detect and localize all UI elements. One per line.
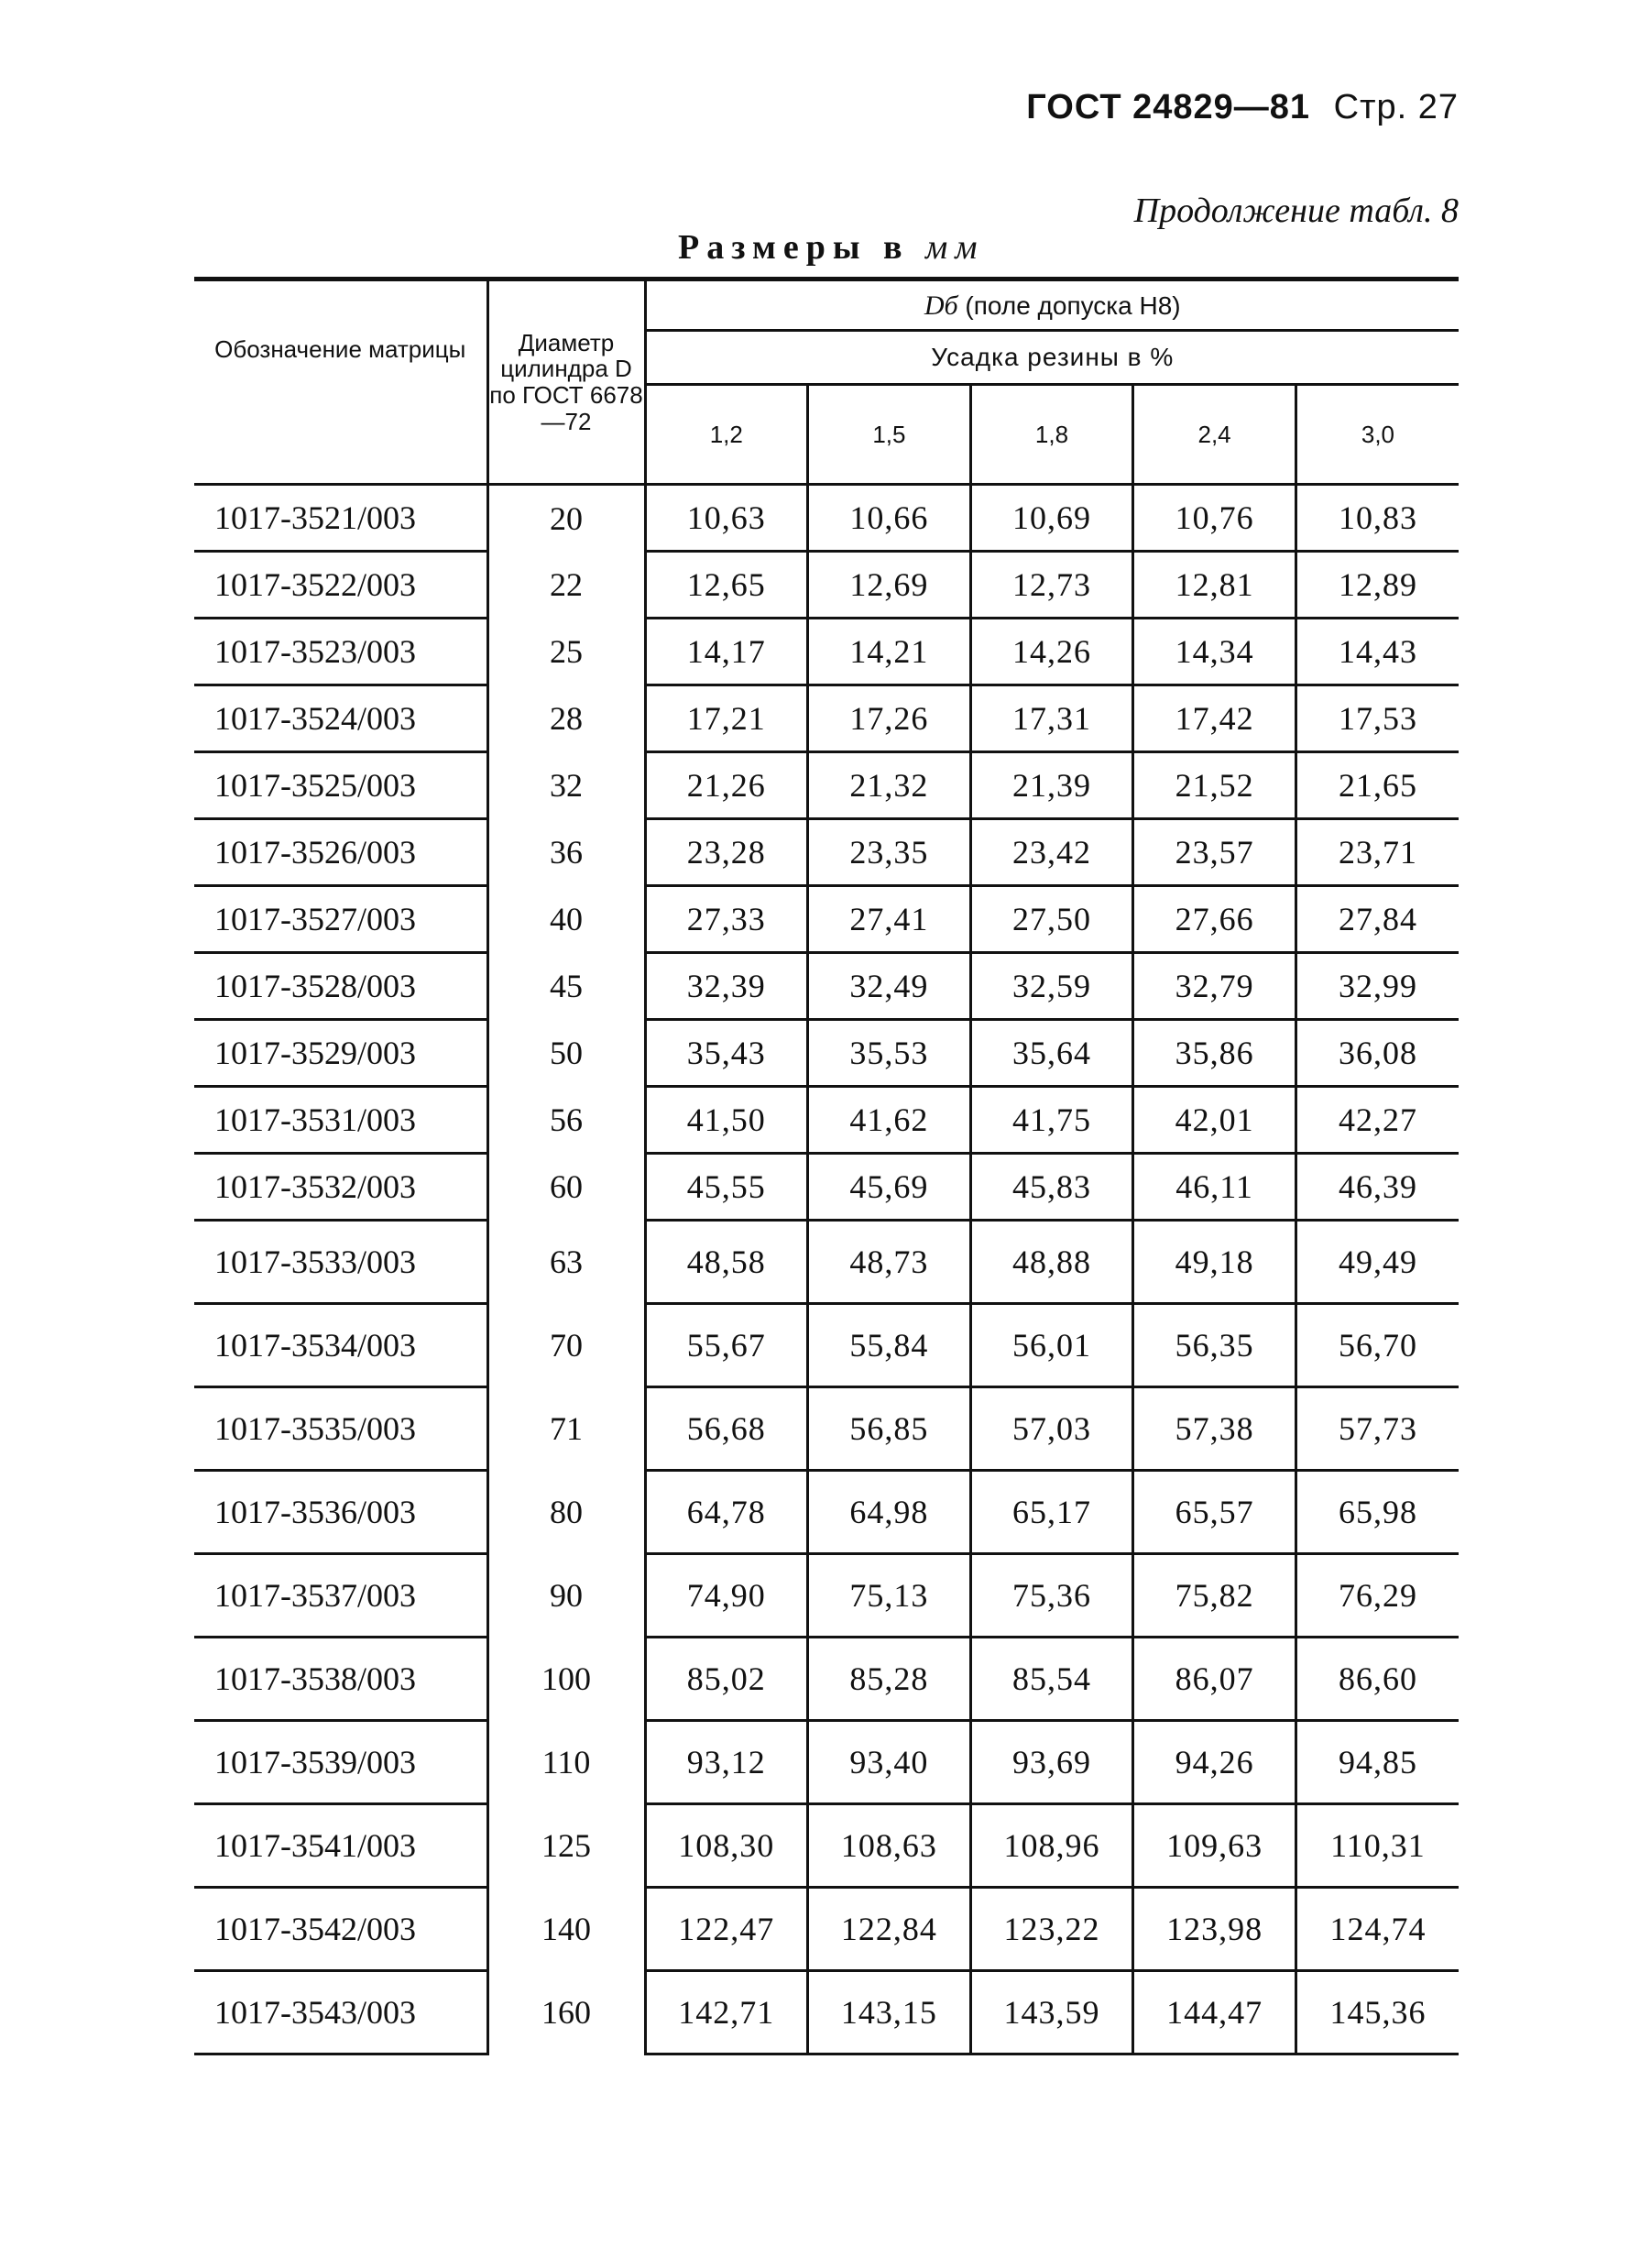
db-value: 56,01	[970, 1304, 1133, 1387]
table-continuation-note: Продолжение табл. 8	[1133, 192, 1459, 230]
db-value: 65,98	[1296, 1471, 1459, 1554]
matrix-designation: 1017-3531/003	[194, 1087, 487, 1154]
table-row	[194, 685, 1459, 752]
db-value: 21,52	[1133, 752, 1296, 819]
table-row	[194, 619, 1459, 685]
db-value: 48,58	[645, 1221, 808, 1304]
units-caption	[678, 227, 985, 268]
db-value: 23,28	[645, 819, 808, 886]
db-value: 56,85	[808, 1387, 971, 1471]
db-value: 14,26	[970, 619, 1133, 685]
db-value: 110,31	[1296, 1804, 1459, 1888]
db-value: 86,07	[1133, 1638, 1296, 1721]
db-value: 93,40	[808, 1721, 971, 1804]
db-value: 17,42	[1133, 685, 1296, 752]
db-value: 35,64	[970, 1020, 1133, 1087]
cylinder-diameter: 125	[487, 1804, 645, 1888]
db-value: 57,03	[970, 1387, 1133, 1471]
db-value: 12,69	[808, 552, 971, 619]
dimensions-table	[194, 277, 1459, 2055]
db-value: 46,39	[1296, 1154, 1459, 1221]
db-value: 21,32	[808, 752, 971, 819]
db-value: 35,43	[645, 1020, 808, 1087]
cylinder-diameter: 100	[487, 1638, 645, 1721]
db-value: 64,98	[808, 1471, 971, 1554]
db-value: 93,12	[645, 1721, 808, 1804]
matrix-designation: 1017-3541/003	[194, 1804, 487, 1888]
db-value: 17,53	[1296, 685, 1459, 752]
db-value: 56,70	[1296, 1304, 1459, 1387]
db-value: 32,59	[970, 953, 1133, 1020]
db-value: 109,63	[1133, 1804, 1296, 1888]
matrix-designation: 1017-3543/003	[194, 1971, 487, 2054]
cylinder-diameter: 50	[487, 1020, 645, 1087]
table-row	[194, 953, 1459, 1020]
db-value: 75,13	[808, 1554, 971, 1638]
db-value: 21,26	[645, 752, 808, 819]
db-value: 108,96	[970, 1804, 1133, 1888]
cylinder-diameter: 22	[487, 552, 645, 619]
db-value: 108,30	[645, 1804, 808, 1888]
db-value: 145,36	[1296, 1971, 1459, 2054]
table-row	[194, 1221, 1459, 1304]
db-value: 143,59	[970, 1971, 1133, 2054]
matrix-designation: 1017-3533/003	[194, 1221, 487, 1304]
db-value: 12,81	[1133, 552, 1296, 619]
db-value: 45,83	[970, 1154, 1133, 1221]
db-value: 23,42	[970, 819, 1133, 886]
cylinder-diameter: 110	[487, 1721, 645, 1804]
db-value: 45,69	[808, 1154, 971, 1221]
db-value: 94,85	[1296, 1721, 1459, 1804]
matrix-designation: 1017-3537/003	[194, 1554, 487, 1638]
matrix-designation: 1017-3526/003	[194, 819, 487, 886]
matrix-designation: 1017-3536/003	[194, 1471, 487, 1554]
cylinder-diameter: 25	[487, 619, 645, 685]
db-value: 14,34	[1133, 619, 1296, 685]
db-value: 86,60	[1296, 1638, 1459, 1721]
db-value: 124,74	[1296, 1888, 1459, 1971]
cylinder-diameter: 36	[487, 819, 645, 886]
table-row	[194, 1387, 1459, 1471]
page-number: Стр. 27	[1333, 88, 1459, 126]
db-value: 64,78	[645, 1471, 808, 1554]
db-value: 35,53	[808, 1020, 971, 1087]
db-value: 27,33	[645, 886, 808, 953]
cylinder-diameter: 60	[487, 1154, 645, 1221]
db-value: 94,26	[1133, 1721, 1296, 1804]
cylinder-diameter: 70	[487, 1304, 645, 1387]
db-value: 12,73	[970, 552, 1133, 619]
db-value: 56,68	[645, 1387, 808, 1471]
table-row	[194, 1971, 1459, 2054]
db-value: 27,66	[1133, 886, 1296, 953]
matrix-designation: 1017-3532/003	[194, 1154, 487, 1221]
db-value: 32,99	[1296, 953, 1459, 1020]
db-value: 23,35	[808, 819, 971, 886]
header-shrink-value: 2,4	[1133, 385, 1296, 485]
header-db-note: (поле допуска Н8)	[965, 290, 1181, 320]
header-diameter: Диаметр цилиндра D по ГОСТ 6678—72	[487, 279, 645, 485]
db-value: 27,41	[808, 886, 971, 953]
db-value: 10,76	[1133, 485, 1296, 552]
db-value: 122,84	[808, 1888, 971, 1971]
db-value: 122,47	[645, 1888, 808, 1971]
table-row	[194, 1638, 1459, 1721]
db-value: 48,73	[808, 1221, 971, 1304]
db-value: 21,65	[1296, 752, 1459, 819]
db-value: 32,79	[1133, 953, 1296, 1020]
standard-number: ГОСТ 24829—81	[1026, 88, 1311, 126]
cylinder-diameter: 90	[487, 1554, 645, 1638]
db-value: 85,02	[645, 1638, 808, 1721]
table-row	[194, 1554, 1459, 1638]
units-unit: мм	[925, 228, 985, 267]
db-value: 55,84	[808, 1304, 971, 1387]
cylinder-diameter: 71	[487, 1387, 645, 1471]
db-value: 45,55	[645, 1154, 808, 1221]
db-value: 12,89	[1296, 552, 1459, 619]
db-value: 93,69	[970, 1721, 1133, 1804]
db-value: 14,21	[808, 619, 971, 685]
table-row	[194, 1154, 1459, 1221]
matrix-designation: 1017-3539/003	[194, 1721, 487, 1804]
db-value: 143,15	[808, 1971, 971, 2054]
db-value: 10,66	[808, 485, 971, 552]
db-value: 23,71	[1296, 819, 1459, 886]
db-value: 10,83	[1296, 485, 1459, 552]
db-value: 57,38	[1133, 1387, 1296, 1471]
db-value: 48,88	[970, 1221, 1133, 1304]
db-value: 41,62	[808, 1087, 971, 1154]
db-value: 65,17	[970, 1471, 1133, 1554]
db-value: 21,39	[970, 752, 1133, 819]
db-value: 75,82	[1133, 1554, 1296, 1638]
db-value: 36,08	[1296, 1020, 1459, 1087]
header-shrinkage: Усадка резины в %	[645, 331, 1459, 385]
db-value: 142,71	[645, 1971, 808, 2054]
cylinder-diameter: 45	[487, 953, 645, 1020]
db-value: 14,43	[1296, 619, 1459, 685]
table-row	[194, 1087, 1459, 1154]
table-body	[194, 485, 1459, 2054]
table-row	[194, 485, 1459, 552]
matrix-designation: 1017-3522/003	[194, 552, 487, 619]
header-shrink-value: 3,0	[1296, 385, 1459, 485]
db-value: 57,73	[1296, 1387, 1459, 1471]
db-value: 10,63	[645, 485, 808, 552]
db-value: 32,49	[808, 953, 971, 1020]
table-row	[194, 1304, 1459, 1387]
units-label: Размеры в	[678, 228, 910, 267]
header-shrink-value: 1,8	[970, 385, 1133, 485]
db-value: 23,57	[1133, 819, 1296, 886]
header-designation: Обозначение матрицы	[194, 279, 487, 485]
db-value: 123,98	[1133, 1888, 1296, 1971]
table-row	[194, 1804, 1459, 1888]
table-row	[194, 1020, 1459, 1087]
matrix-designation: 1017-3528/003	[194, 953, 487, 1020]
db-value: 65,57	[1133, 1471, 1296, 1554]
db-value: 46,11	[1133, 1154, 1296, 1221]
db-value: 55,67	[645, 1304, 808, 1387]
matrix-designation: 1017-3529/003	[194, 1020, 487, 1087]
db-value: 17,26	[808, 685, 971, 752]
cylinder-diameter: 40	[487, 886, 645, 953]
db-value: 10,69	[970, 485, 1133, 552]
db-value: 76,29	[1296, 1554, 1459, 1638]
db-value: 12,65	[645, 552, 808, 619]
header-db	[645, 279, 1459, 331]
db-value: 144,47	[1133, 1971, 1296, 2054]
header-shrink-value: 1,2	[645, 385, 808, 485]
db-value: 17,31	[970, 685, 1133, 752]
header-db-symbol: Dб	[924, 290, 958, 321]
db-value: 85,54	[970, 1638, 1133, 1721]
matrix-designation: 1017-3538/003	[194, 1638, 487, 1721]
db-value: 56,35	[1133, 1304, 1296, 1387]
table-row	[194, 1888, 1459, 1971]
matrix-designation: 1017-3535/003	[194, 1387, 487, 1471]
table-row	[194, 819, 1459, 886]
cylinder-diameter: 80	[487, 1471, 645, 1554]
db-value: 27,50	[970, 886, 1133, 953]
matrix-designation: 1017-3521/003	[194, 485, 487, 552]
db-value: 41,50	[645, 1087, 808, 1154]
matrix-designation: 1017-3542/003	[194, 1888, 487, 1971]
db-value: 49,18	[1133, 1221, 1296, 1304]
matrix-designation: 1017-3527/003	[194, 886, 487, 953]
header-shrink-value: 1,5	[808, 385, 971, 485]
cylinder-diameter: 28	[487, 685, 645, 752]
db-value: 35,86	[1133, 1020, 1296, 1087]
db-value: 74,90	[645, 1554, 808, 1638]
db-value: 49,49	[1296, 1221, 1459, 1304]
db-value: 14,17	[645, 619, 808, 685]
db-value: 27,84	[1296, 886, 1459, 953]
cylinder-diameter: 140	[487, 1888, 645, 1971]
db-value: 75,36	[970, 1554, 1133, 1638]
db-value: 108,63	[808, 1804, 971, 1888]
db-value: 32,39	[645, 953, 808, 1020]
db-value: 123,22	[970, 1888, 1133, 1971]
table-row	[194, 752, 1459, 819]
db-value: 42,27	[1296, 1087, 1459, 1154]
page-header	[1026, 88, 1459, 127]
db-value: 85,28	[808, 1638, 971, 1721]
table-row	[194, 552, 1459, 619]
table-row	[194, 886, 1459, 953]
db-value: 42,01	[1133, 1087, 1296, 1154]
cylinder-diameter: 160	[487, 1971, 645, 2054]
cylinder-diameter: 63	[487, 1221, 645, 1304]
matrix-designation: 1017-3525/003	[194, 752, 487, 819]
table-row	[194, 1471, 1459, 1554]
matrix-designation: 1017-3534/003	[194, 1304, 487, 1387]
table-row	[194, 1721, 1459, 1804]
db-value: 17,21	[645, 685, 808, 752]
db-value: 41,75	[970, 1087, 1133, 1154]
cylinder-diameter: 56	[487, 1087, 645, 1154]
cylinder-diameter: 20	[487, 485, 645, 552]
matrix-designation: 1017-3523/003	[194, 619, 487, 685]
cylinder-diameter: 32	[487, 752, 645, 819]
matrix-designation: 1017-3524/003	[194, 685, 487, 752]
